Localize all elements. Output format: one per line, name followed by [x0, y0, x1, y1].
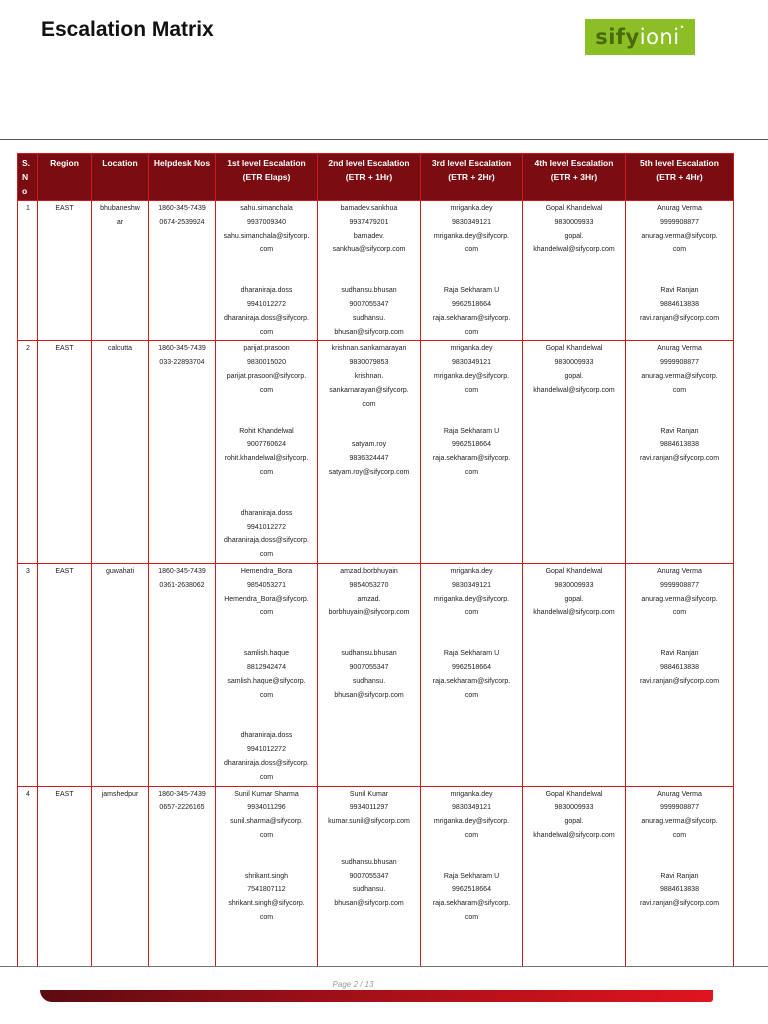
cell-sno: 2 — [18, 341, 38, 564]
cell-region: EAST — [38, 563, 92, 786]
sify-logo — [585, 19, 695, 55]
cell-level-3 — [421, 341, 523, 564]
cell-region: EAST — [38, 201, 92, 341]
cell-level-5 — [626, 563, 734, 786]
header-helpdesk: Helpdesk Nos — [149, 154, 216, 201]
footer-divider — [0, 966, 768, 967]
table-row — [18, 201, 734, 341]
cell-region: EAST — [38, 786, 92, 966]
contact-entry: Raja Sekharam U 9962518664 raja.sekharam@sifycorp. com — [432, 650, 511, 699]
cell-level-5 — [626, 201, 734, 341]
contact-entry: sudhansu.bhusan 9007055347 sudhansu. bhusan@sifycorp.com — [334, 650, 404, 699]
cell-level-3 — [421, 563, 523, 786]
contact-entry: Raja Sekharam U 9962518664 raja.sekharam@sifycorp. com — [432, 427, 511, 476]
logo-text-sify: sify — [595, 25, 640, 49]
cell-level-1 — [216, 341, 318, 564]
header-level-5: 5th level Escalation (ETR + 4Hr) — [626, 154, 734, 201]
cell-helpdesk: 1860-345-7439 033-22893704 — [149, 341, 216, 564]
cell-location: calcutta — [92, 341, 149, 564]
contact-entry: Anurag Verma 9999908877 anurag.verma@sifycorp. com — [641, 345, 718, 394]
contact-entry: dharaniraja.doss 9941012272 dharaniraja.doss@sifycorp. com — [224, 732, 309, 781]
contact-entry: Sunil Kumar Sharma 9934011296 sunil.sharma@sifycorp. com — [230, 790, 303, 839]
contact-entry: Rohit Khandelwal 9007760624 rohit.khandelwal@sifycorp. com — [224, 427, 309, 476]
cell-level-1 — [216, 563, 318, 786]
contact-entry: Raja Sekharam U 9962518664 raja.sekharam@sifycorp. com — [432, 872, 511, 922]
header-sno: S. N o — [18, 154, 38, 201]
cell-level-3 — [421, 786, 523, 966]
table-row — [18, 786, 734, 966]
header-level-1: 1st level Escalation (ETR Elaps) — [216, 154, 318, 201]
cell-level-2 — [318, 786, 421, 966]
contact-entry: dharaniraja.doss 9941012272 dharaniraja.doss@sifycorp. com — [224, 287, 309, 336]
cell-helpdesk: 1860-345-7439 0361-2638062 — [149, 563, 216, 786]
contact-entry: samlish.haque 8812942474 samlish.haque@sifycorp. com — [227, 650, 306, 699]
cell-level-5 — [626, 341, 734, 564]
cell-region: EAST — [38, 341, 92, 564]
table-header-row — [18, 154, 734, 201]
contact-entry: dharaniraja.doss 9941012272 dharaniraja.doss@sifycorp. com — [224, 509, 309, 559]
cell-level-4 — [523, 563, 626, 786]
contact-entry: amzad.borbhuyain 9854053270 amzad. borbhuyain@sifycorp.com — [328, 567, 410, 617]
contact-entry: mriganka.dey 9830349121 mriganka.dey@sifycorp. com — [433, 790, 510, 839]
cell-level-5 — [626, 786, 734, 966]
contact-entry: krishnan.sankarnarayan 9830079853 krishnan. sankarnarayan@sifycorp. com — [329, 345, 409, 408]
cell-level-1 — [216, 201, 318, 341]
escalation-table — [17, 153, 734, 967]
cell-level-3 — [421, 201, 523, 341]
page-number: Page 2 / 13 — [332, 980, 374, 989]
contact-entry: bamadev.sankhua 9937479201 bamadev. sankhua@sifycorp.com — [332, 205, 406, 254]
contact-entry: Ravi Ranjan 9884613838 ravi.ranjan@sifycorp.com — [639, 872, 720, 908]
cell-location: bhubaneshw ar — [92, 201, 149, 341]
contact-entry: Anurag Verma 9999908877 anurag.verma@sifycorp. com — [641, 205, 718, 254]
cell-location: jamshedpur — [92, 786, 149, 966]
header-location: Location — [92, 154, 149, 201]
contact-entry: Sunil Kumar 9934011297 kumar.sunil@sifycorp.com — [328, 790, 410, 826]
cell-sno: 4 — [18, 786, 38, 966]
cell-location: guwahati — [92, 563, 149, 786]
contact-entry: Ravi Ranjan 9884613838 ravi.ranjan@sifycorp.com — [639, 287, 720, 322]
contact-entry: sudhansu.bhusan 9007055347 sudhansu. bhusan@sifycorp.com — [334, 858, 404, 908]
contact-entry: shrikant.singh 7541807112 shrikant.singh@sifycorp. com — [228, 872, 305, 922]
header-divider — [0, 139, 768, 140]
cell-level-2 — [318, 563, 421, 786]
contact-entry: Gopal Khandelwal 9830009933 gopal. khandelwal@sifycorp.com — [533, 567, 615, 617]
table-row — [18, 341, 734, 564]
contact-entry: Raja Sekharam U 9962518664 raja.sekharam@sifycorp. com — [432, 287, 511, 336]
page-title: Escalation Matrix — [41, 18, 214, 41]
cell-helpdesk: 1860-345-7439 0657-2226165 — [149, 786, 216, 966]
cell-sno: 1 — [18, 201, 38, 341]
contact-entry: Hemendra_Bora 9854053271 Hemendra_Bora@sifycorp. com — [224, 567, 309, 617]
contact-entry: Gopal Khandelwal 9830009933 gopal. khandelwal@sifycorp.com — [533, 790, 615, 839]
cell-level-4 — [523, 201, 626, 341]
contact-entry: mriganka.dey 9830349121 mriganka.dey@sifycorp. com — [433, 345, 510, 394]
logo-text-ioni: ioni — [639, 25, 680, 49]
cell-level-2 — [318, 201, 421, 341]
contact-entry: Ravi Ranjan 9884613838 ravi.ranjan@sifycorp.com — [639, 427, 720, 463]
contact-entry: mriganka.dey 9830349121 mriganka.dey@sifycorp. com — [433, 567, 510, 617]
contact-entry: Anurag Verma 9999908877 anurag.verma@sifycorp. com — [641, 790, 718, 839]
header-level-4: 4th level Escalation (ETR + 3Hr) — [523, 154, 626, 201]
footer-brand-bar — [40, 990, 713, 1002]
header-region: Region — [38, 154, 92, 201]
contact-entry: parijat.prasoon 9830015020 parijat.prasoon@sifycorp. com — [226, 345, 307, 394]
cell-helpdesk: 1860-345-7439 0674-2539924 — [149, 201, 216, 341]
cell-sno: 3 — [18, 563, 38, 786]
contact-entry: sahu.simanchala 9937009340 sahu.simanchala@sifycorp. com — [223, 205, 310, 254]
contact-entry: satyam.roy 9836324447 satyam.roy@sifycorp.com — [328, 441, 410, 476]
header-level-2: 2nd level Escalation (ETR + 1Hr) — [318, 154, 421, 201]
cell-level-2 — [318, 341, 421, 564]
contact-entry: Ravi Ranjan 9884613838 ravi.ranjan@sifycorp.com — [639, 650, 720, 685]
header-level-3: 3rd level Escalation (ETR + 2Hr) — [421, 154, 523, 201]
contact-entry: Anurag Verma 9999908877 anurag.verma@sifycorp. com — [641, 567, 718, 617]
table-row — [18, 563, 734, 786]
contact-entry: Gopal Khandelwal 9830009933 gopal. khandelwal@sifycorp.com — [533, 205, 615, 254]
cell-level-1 — [216, 786, 318, 966]
cell-level-4 — [523, 786, 626, 966]
cell-level-4 — [523, 341, 626, 564]
contact-entry: Gopal Khandelwal 9830009933 gopal. khandelwal@sifycorp.com — [533, 345, 615, 394]
contact-entry: sudhansu.bhusan 9007055347 sudhansu. bhusan@sifycorp.com — [334, 287, 404, 336]
contact-entry: mriganka.dey 9830349121 mriganka.dey@sifycorp. com — [433, 205, 510, 254]
logo-mark: • — [679, 22, 685, 32]
